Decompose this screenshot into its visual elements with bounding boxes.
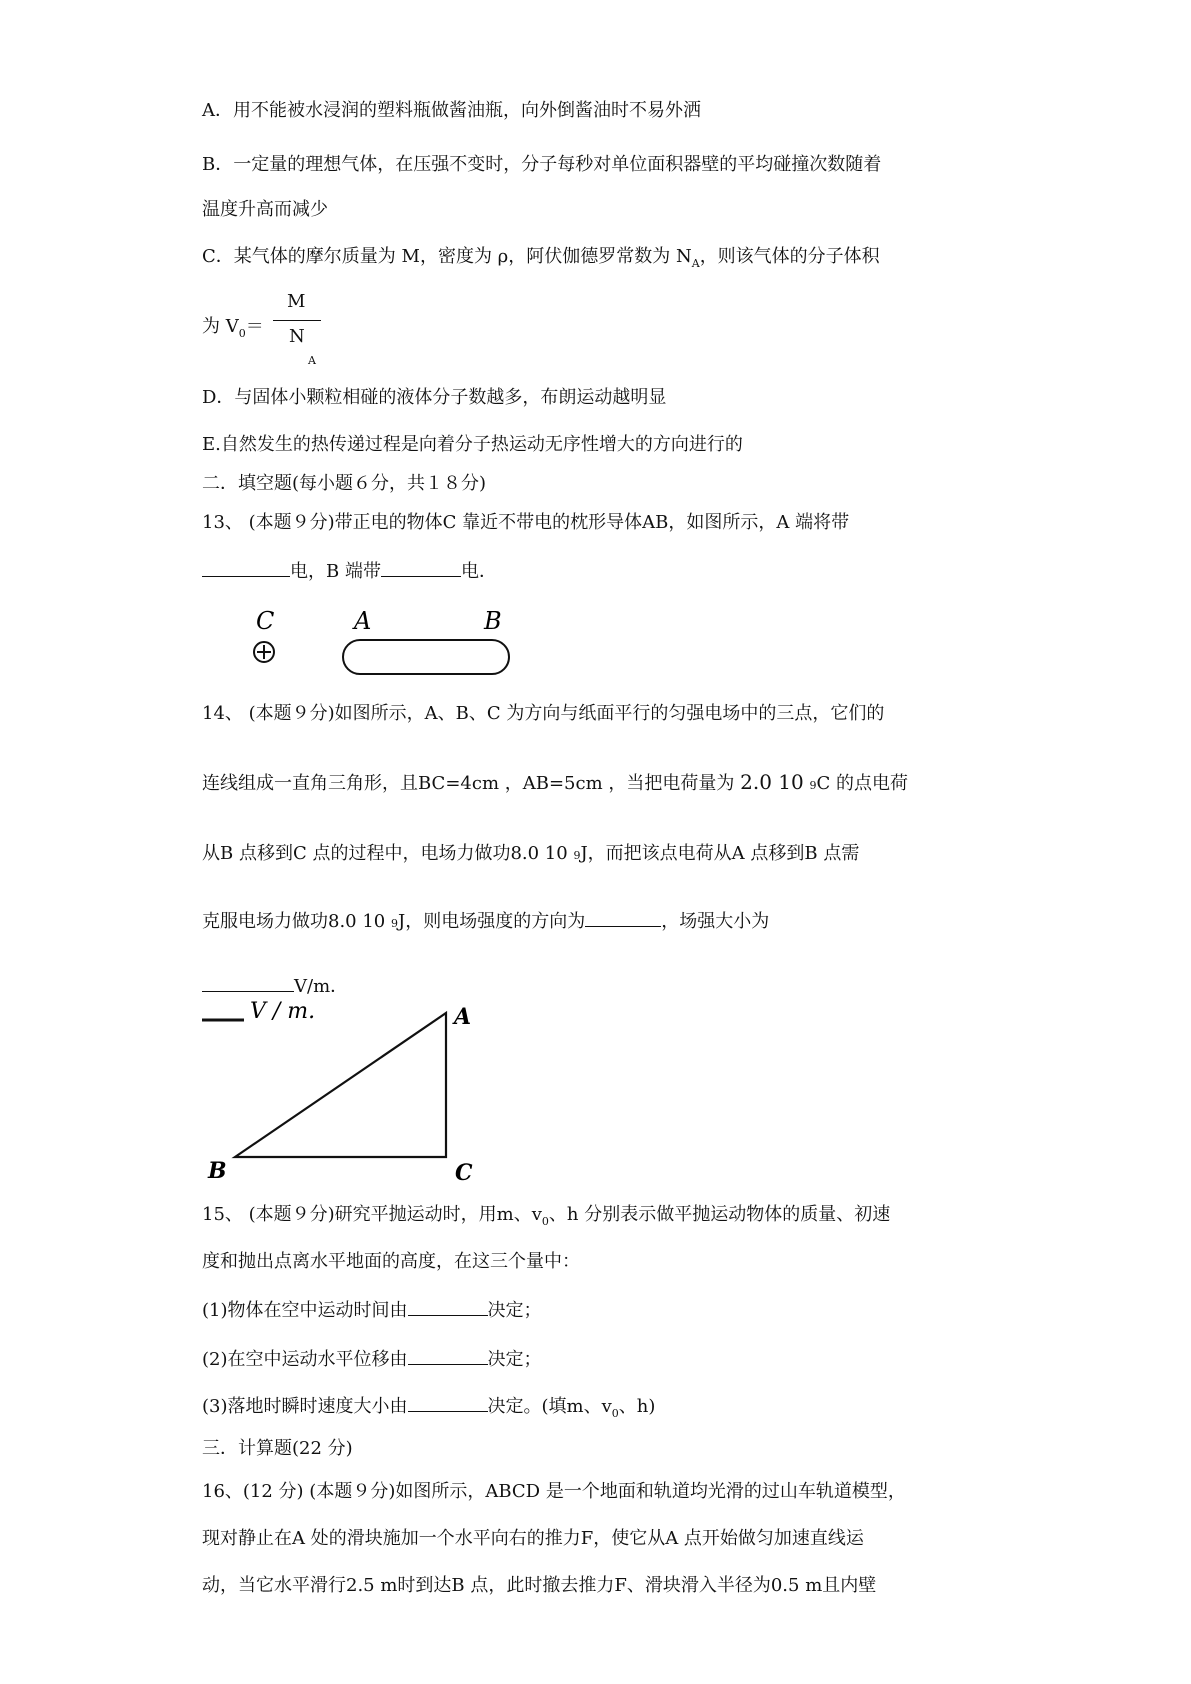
option-c: C．某气体的摩尔质量为 M，密度为 ρ，阿伏伽德罗常数为 $N_A$，则该气体的分子体积 bbox=[202, 246, 880, 270]
question-14: 14、 (本题９分)如图所示，A、B、C 为方向与纸面平行的匀强电场中的三点，它们的 bbox=[202, 703, 885, 724]
question-15-line-2: 度和抛出点离水平地面的高度，在这三个量中： bbox=[202, 1251, 580, 1272]
vertex-b-label: B bbox=[208, 1158, 227, 1184]
label-c: C bbox=[256, 607, 275, 635]
answer-blank[interactable] bbox=[202, 973, 294, 992]
option-b: B．一定量的理想气体，在压强不变时，分子每秒对单位面积器壁的平均碰撞次数随着 bbox=[202, 154, 882, 175]
question-14-line-3: 从B 点移到C 点的过程中，电场力做功8.0 10 9J，而把该点电荷从A 点移到B 点需 bbox=[202, 843, 860, 864]
option-e: E.自然发生的热传递过程是向着分子热运动无序性增大的方向进行的 bbox=[202, 434, 743, 455]
pillow-conductor bbox=[343, 640, 509, 674]
answer-blank[interactable] bbox=[202, 558, 290, 577]
question-14-line-5: V/m． bbox=[202, 973, 348, 999]
question-14-line-2: 连线组成一直角三角形，且BC=4cm ，AB=5cm ，当把电荷量为 2.0 10 9C 的点电荷 bbox=[202, 770, 908, 794]
answer-blank[interactable] bbox=[408, 1297, 488, 1316]
figure-13-conductor bbox=[240, 605, 520, 680]
answer-blank[interactable] bbox=[408, 1346, 488, 1365]
answer-blank[interactable] bbox=[585, 908, 661, 927]
section-3-heading: 三．计算题(22 分) bbox=[202, 1438, 353, 1459]
question-15: 15、 (本题９分)研究平抛运动时，用m、$v_0$、h 分别表示做平抛运动物体的质量、初速 bbox=[202, 1204, 891, 1228]
answer-blank[interactable] bbox=[408, 1393, 488, 1412]
option-b-cont: 温度升高而减少 bbox=[202, 199, 328, 220]
answer-blank[interactable] bbox=[381, 558, 461, 577]
question-16: 16、(12 分) (本题９分)如图所示，ABCD 是一个地面和轨道均光滑的过山车轨道模型， bbox=[202, 1481, 906, 1502]
figure-14-triangle bbox=[200, 1000, 490, 1185]
option-c-formula-label: 为 $V_0=$ bbox=[202, 316, 264, 340]
vertex-a-label: A bbox=[454, 1004, 472, 1030]
label-a: A bbox=[354, 607, 372, 635]
right-triangle bbox=[235, 1013, 446, 1157]
question-13: 13、 (本题９分)带正电的物体C 靠近不带电的枕形导体AB，如图所示，A 端将带 bbox=[202, 512, 850, 533]
question-14-line-4: 克服电场力做功8.0 10 9J，则电场强度的方向为 ，场强大小为 bbox=[202, 908, 769, 936]
fraction-numerator: M bbox=[287, 291, 306, 312]
option-d: D．与固体小颗粒相碰的液体分子数越多，布朗运动越明显 bbox=[202, 387, 667, 408]
fraction-denominator-sub: A bbox=[308, 354, 316, 367]
unit-label: V / m. bbox=[250, 1000, 316, 1024]
option-a: A．用不能被水浸润的塑料瓶做酱油瓶，向外倒酱油时不易外洒 bbox=[202, 100, 701, 121]
section-2-heading: 二．填空题(每小题６分，共１８分) bbox=[202, 473, 487, 494]
question-15-part-2: (2)在空中运动水平位移由 决定； bbox=[202, 1346, 542, 1372]
question-16-line-3: 动，当它水平滑行2.5 m时到达B 点，此时撤去推力F、滑块滑入半径为0.5 m且内壁 bbox=[202, 1575, 877, 1596]
fraction-bar bbox=[273, 320, 321, 321]
fraction-denominator: N bbox=[289, 326, 305, 347]
question-15-part-3: (3)落地时瞬时速度大小由 决定。(填m、$v_0$、h) bbox=[202, 1393, 655, 1426]
vertex-c-label: C bbox=[455, 1160, 473, 1185]
question-16-line-2: 现对静止在A 处的滑块施加一个水平向右的推力F，使它从A 点开始做匀加速直线运 bbox=[202, 1528, 864, 1549]
question-13-blanks: 电，B 端带 电． bbox=[202, 558, 497, 584]
question-15-part-1: (1)物体在空中运动时间由 决定； bbox=[202, 1297, 542, 1323]
label-b: B bbox=[484, 607, 502, 635]
